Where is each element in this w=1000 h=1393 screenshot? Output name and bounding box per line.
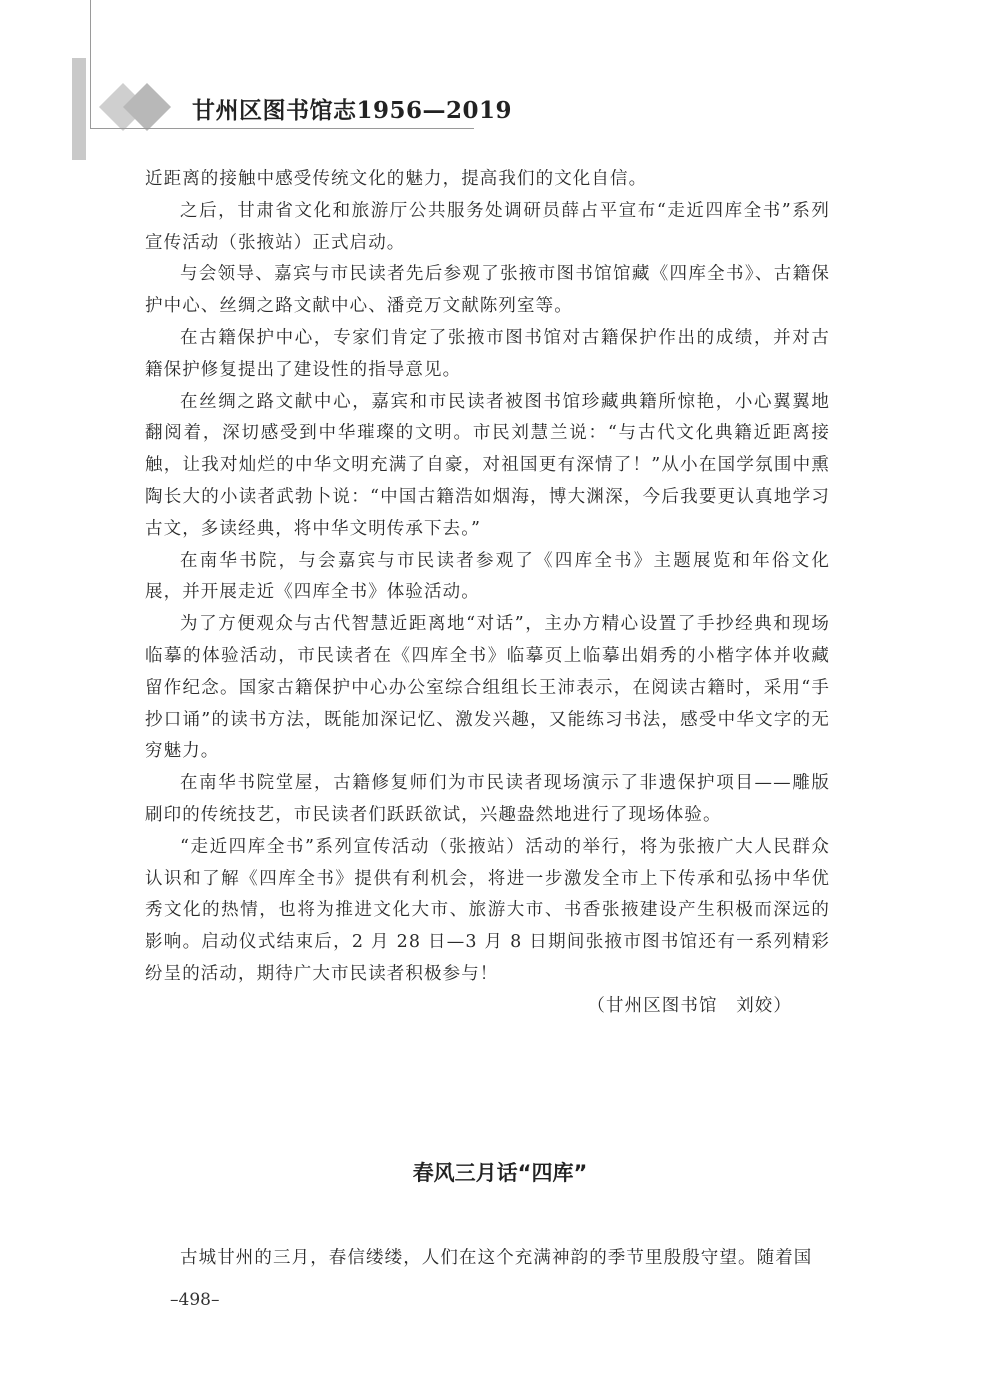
body-paragraph: 在南华书院堂屋，古籍修复师们为市民读者现场演示了非遗保护项目——雕版刷印的传统技艺，市民读者们跃跃欲试，兴趣盎然地进行了现场体验。 <box>145 773 830 825</box>
header-horizontal-rule <box>90 128 474 129</box>
author-signature: （甘州区图书馆 刘姣） <box>587 995 792 1016</box>
section-title: 春风三月话“四库” <box>412 1161 588 1185</box>
body-paragraph: 在古籍保护中心，专家们肯定了张掖市图书馆对古籍保护作出的成绩，并对古籍保护修复提出了建设性的指导意见。 <box>145 327 830 380</box>
body-paragraph: “走近四库全书”系列宣传活动（张掖站）活动的举行，将为张掖广大人民群众认识和了解《四库全书》提供有利机会，将进一步激发全市上下传承和弘扬中华优秀文化的热情，也将为推进文化大市、旅游大市、书香张掖建设产生积极而深远的影响。启动仪式结束后，2 月 28 日—3 月 8 日期间张掖市图书馆还有一系列精彩纷呈的活动，期待广大市民读者积极参与！ <box>145 836 830 984</box>
body-paragraph: 之后，甘肃省文化和旅游厅公共服务处调研员薛占平宣布“走近四库全书”系列宣传活动（张掖站）正式启动。 <box>145 200 830 253</box>
running-header-title: 甘州区图书馆志1956—2019 <box>192 97 513 124</box>
section-first-paragraph: 古城甘州的三月，春信缕缕，人们在这个充满神韵的季节里殷殷守望。随着国 <box>180 1248 813 1268</box>
body-text <box>145 164 830 1023</box>
body-paragraph: 为了方便观众与古代智慧近距离地“对话”，主办方精心设置了手抄经典和现场临摹的体验活动，市民读者在《四库全书》临摹页上临摹出娟秀的小楷字体并收藏留作纪念。国家古籍保护中心办公室综合组组长王沛表示，在阅读古籍时，采用“手抄口诵”的读书方法，既能加深记忆、激发兴趣，又能练习书法，感受中华文字的无穷魅力。 <box>145 614 830 762</box>
body-paragraph: 与会领导、嘉宾与市民读者先后参观了张掖市图书馆馆藏《四库全书》、古籍保护中心、丝绸之路文献中心、潘竞万文献陈列室等。 <box>145 264 830 317</box>
header-margin-bar <box>72 58 86 160</box>
page-number: –498– <box>170 1290 220 1310</box>
body-paragraph: 在南华书院，与会嘉宾与市民读者参观了《四库全书》主题展览和年俗文化展，并开展走近《四库全书》体验活动。 <box>145 550 830 603</box>
header-vertical-rule <box>90 0 91 128</box>
body-paragraph: 在丝绸之路文献中心，嘉宾和市民读者被图书馆珍藏典籍所惊艳，小心翼翼地翻阅着，深切感受到中华璀璨的文明。市民刘慧兰说：“与古代文化典籍近距离接触，让我对灿烂的中华文明充满了自豪，对祖国更有深情了！”从小在国学氛围中熏陶长大的小读者武勃卜说：“中国古籍浩如烟海，博大渊深，今后我要更认真地学习古文，多读经典，将中华文明传承下去。” <box>145 391 830 539</box>
body-paragraph: 近距离的接触中感受传统文化的魅力，提高我们的文化自信。 <box>145 169 648 189</box>
section-body <box>145 1243 830 1275</box>
